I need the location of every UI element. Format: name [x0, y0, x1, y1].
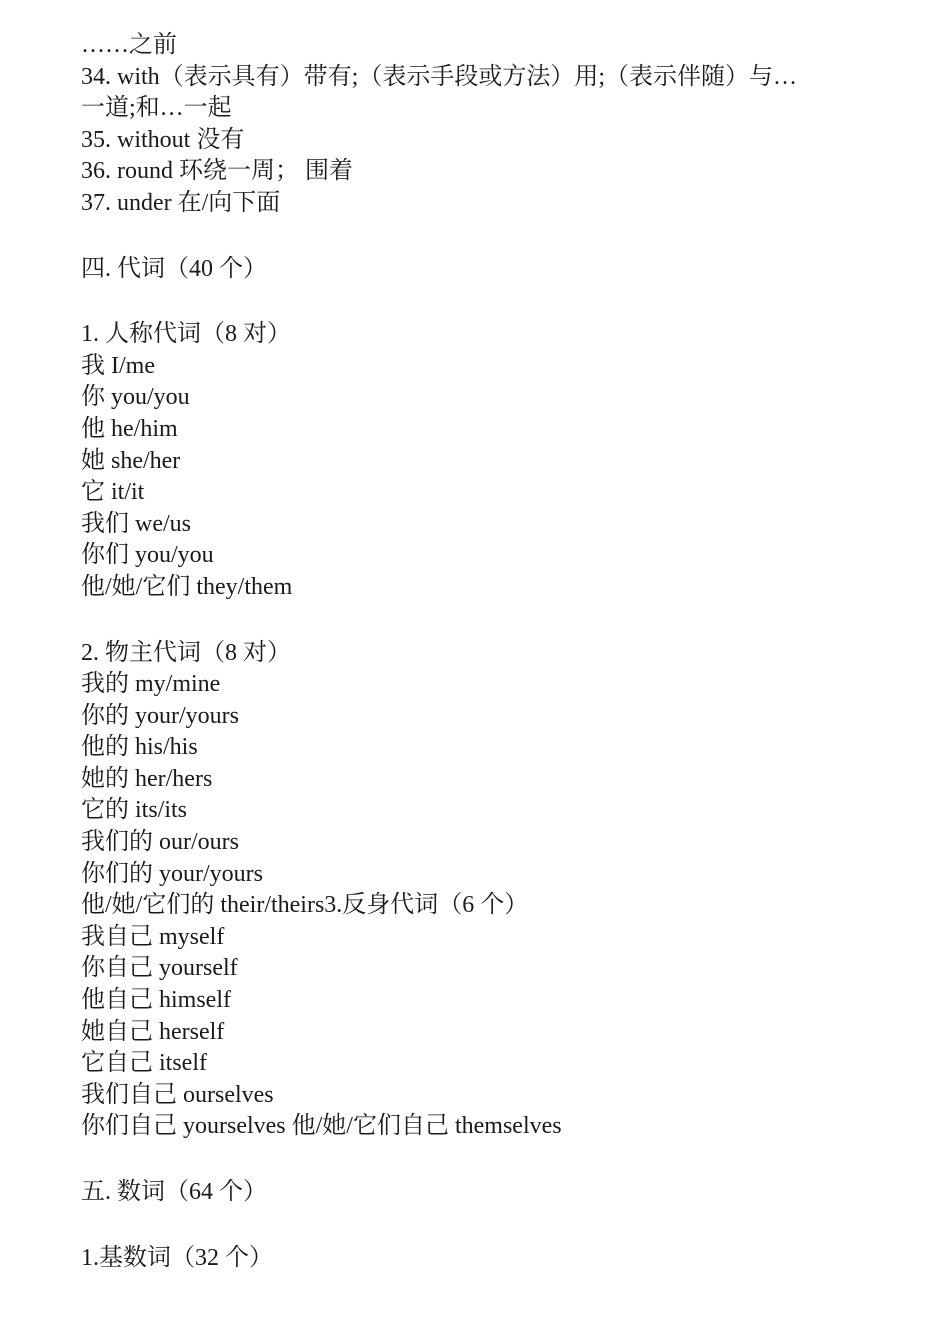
- list-item: 它的 its/its: [81, 797, 188, 824]
- list-item: 它自己 itself: [81, 1050, 207, 1077]
- list-item: 它 it/it: [81, 479, 145, 506]
- list-item: 你 you/you: [81, 384, 190, 411]
- text-line: 一道;和…一起: [81, 95, 232, 122]
- reflexive-pronoun-list: [81, 922, 881, 1143]
- list-item: 我的 my/mine: [81, 671, 221, 698]
- text-line: 34. with（表示具有）带有;（表示手段或方法）用;（表示伴随）与…: [81, 63, 798, 90]
- section-heading: 四. 代词（40 个）: [81, 255, 267, 282]
- list-item: 你的 your/yours: [81, 702, 239, 729]
- list-item: 我们 we/us: [81, 510, 191, 537]
- list-item: 我自己 myself: [81, 923, 225, 950]
- list-item: 她自己 herself: [81, 1018, 225, 1045]
- list-item: 他自己 himself: [81, 987, 231, 1014]
- list-item: 我们自己 ourselves: [81, 1081, 274, 1108]
- subsection-heading: 2. 物主代词（8 对）: [81, 639, 291, 666]
- possessive-pronoun-list: [81, 669, 881, 922]
- text-line: 37. under 在/向下面: [81, 189, 281, 216]
- personal-pronoun-list: [81, 351, 881, 604]
- section-heading: 五. 数词（64 个）: [81, 1179, 267, 1205]
- list-item: 你自己 yourself: [81, 955, 238, 982]
- subsection-heading: 1. 人称代词（8 对）: [81, 321, 291, 348]
- text-line: 36. round 环绕一周； 围着: [81, 158, 353, 185]
- list-item: 他/她/它们 they/them: [81, 573, 293, 600]
- document-page: [81, 30, 881, 1274]
- list-item: 他/她/它们的 their/theirs3.反身代词（6 个）: [81, 892, 529, 919]
- list-item: 你们自己 yourselves 他/她/它们自己 themselves: [81, 1113, 562, 1140]
- text-line: ……之前: [81, 32, 177, 58]
- list-item: 他的 his/his: [81, 734, 198, 761]
- prepositions-list: [81, 30, 881, 220]
- subsection-heading: 1.基数词（32 个）: [81, 1244, 273, 1271]
- list-item: 我们的 our/ours: [81, 829, 239, 856]
- list-item: 他 he/him: [81, 415, 178, 442]
- list-item: 你们的 your/yours: [81, 860, 263, 887]
- list-item: 她的 her/hers: [81, 765, 213, 792]
- list-item: 她 she/her: [81, 447, 181, 474]
- list-item: 你们 you/you: [81, 542, 214, 569]
- text-line: 35. without 没有: [81, 126, 245, 153]
- list-item: 我 I/me: [81, 352, 155, 379]
